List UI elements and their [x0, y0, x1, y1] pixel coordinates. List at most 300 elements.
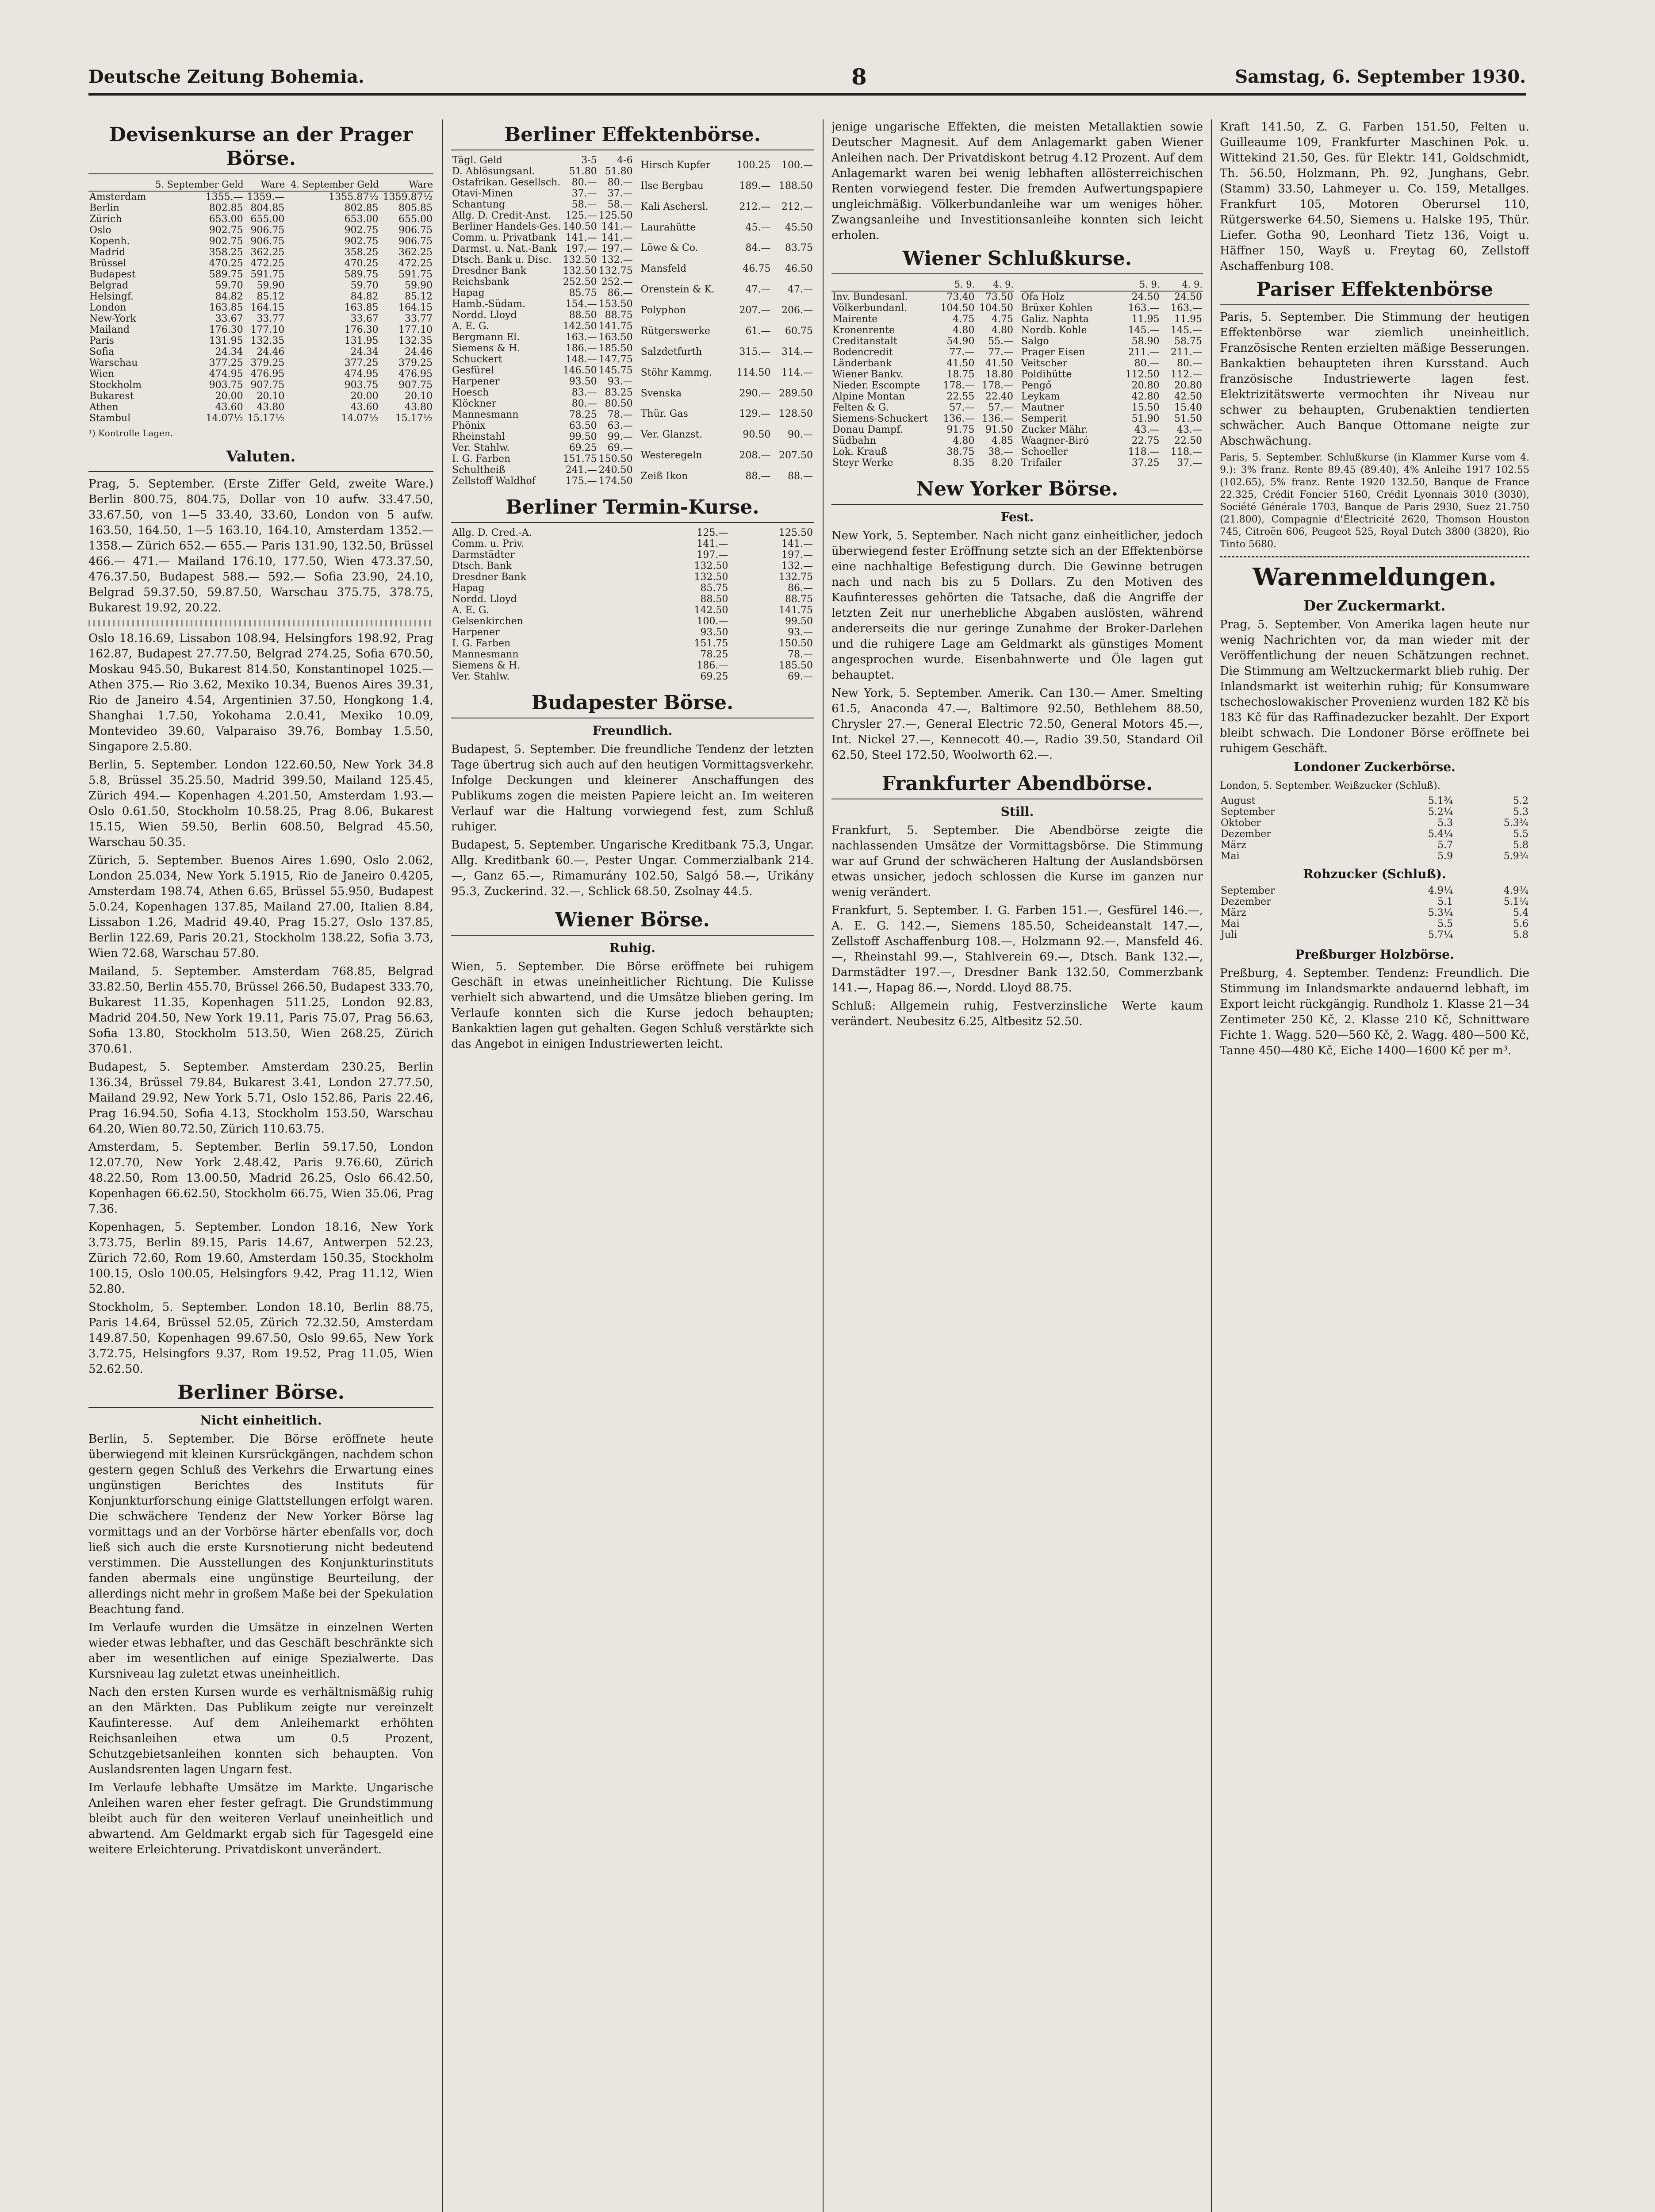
row-value: 88.50: [700, 594, 728, 605]
londoner-subtitle: London, 5. September. Weißzucker (Schluß).: [1220, 780, 1440, 791]
row-value: 146.50: [563, 365, 597, 376]
row-label: Orenstein & K.: [640, 284, 715, 296]
row-value: 33.67: [350, 313, 379, 324]
devisen-row: [88, 247, 433, 258]
row-value: 80.—: [1134, 358, 1160, 369]
row-value: 141.—: [782, 538, 813, 549]
row-value: 290.—: [739, 388, 771, 399]
row-label: September: [1221, 885, 1275, 896]
row-value: 131.95: [209, 335, 243, 346]
row-value: 88.75: [605, 310, 633, 321]
row-label: Dezember: [1221, 829, 1271, 840]
wien-schluss-row: [831, 369, 1014, 380]
wien-schluss-row: [1020, 380, 1203, 391]
effekten-row: [451, 221, 634, 232]
row-value: 4.75: [953, 314, 975, 325]
row-value: 77.—: [988, 347, 1013, 358]
row-value: 1359.—: [247, 192, 285, 203]
row-label: Schultheiß: [452, 465, 506, 476]
row-value: 118.—: [1171, 446, 1202, 457]
column-rule: [1211, 119, 1212, 2212]
devisen-row: [88, 236, 433, 247]
row-value: 5.9¾: [1503, 851, 1529, 862]
row-label: Amsterdam: [89, 192, 146, 203]
row-label: A. E. G.: [452, 321, 489, 332]
newyork-text-1: New York, 5. September. Nach nicht ganz einheitlicher, jedoch überwiegend fester Eröffnung setzte sich an der Effektenbörse eine nachhaltige Befestigung durch. Die Gewinne betrugen nach und nach bis zu 5 Dollars. Zu den Motiven des Kaufinteresses gehörten die Tatsache, daß die Angriffe der letzten Zeit nur unerhebliche Abgaben auslösten, während andererseits die nur geringe Zunahme der Broker-Darlehen und die ruhigere Lage am Geldmarkt als günstiges Moment angesprochen wurde. Eisenbahnwerte und Öle lagen gut behauptet.: [831, 529, 1203, 682]
row-label: Galiz. Naphta: [1021, 314, 1089, 325]
row-value: 802.85: [344, 203, 379, 214]
row-value: 15.40: [1174, 402, 1202, 413]
row-value: 33.77: [257, 313, 285, 324]
row-value: 212.—: [782, 201, 813, 212]
row-value: 84.—: [745, 242, 771, 254]
row-value: 4.80: [992, 325, 1013, 336]
col-header: 5. 9.: [1114, 279, 1160, 291]
row-value: 100.—: [782, 159, 813, 171]
effekten-row: [640, 383, 814, 404]
row-value: 22.50: [1174, 435, 1202, 446]
row-value: 128.50: [779, 408, 813, 420]
rohzucker-row: [1220, 918, 1529, 929]
row-value: 24.34: [215, 346, 243, 357]
row-value: 88.75: [785, 594, 813, 605]
row-value: 5.8: [1513, 840, 1529, 851]
termin-row: [451, 549, 814, 561]
row-label: Reichsbank: [452, 276, 510, 288]
effekten-row: [640, 466, 814, 487]
effekten-row: [451, 232, 634, 243]
row-value: 655.00: [250, 214, 285, 225]
row-value: 15.17½: [247, 413, 285, 424]
row-value: 132.75: [598, 265, 633, 276]
row-value: 141.75: [779, 605, 813, 616]
row-value: 379.25: [398, 357, 433, 369]
row-value: 1355.87½: [329, 192, 379, 203]
frankfurt-text-1: Frankfurt, 5. September. Die Abendbörse zeigte die nachlassenden Umsätze der Vormittagsbörse. Die Stimmung war auf Grund der schwächeren Haltung der Auslandsbörsen etwas unsicher, jedoch schlossen die Kurse im ganzen nur wenig verändert.: [831, 824, 1203, 899]
effekten-row: [451, 199, 634, 210]
effekten-row: [451, 155, 634, 166]
row-value: 14.07½: [341, 413, 379, 424]
row-value: 88.50: [569, 310, 597, 321]
auslandsboerse-paragraph: Stockholm, 5. September. London 18.10, Berlin 88.75, Paris 14.64, Brüssel 52.05, Zürich 72.32.50, Amsterdam 149.87.50, Kopenhagen 99.67.50, Oslo 99.65, New York 3.72.75, Helsingfors 9.37, Rom 19.52, Prag 11.05, Wien 52.62.50.: [88, 1301, 433, 1376]
row-value: 51.80: [569, 166, 597, 177]
row-value: 20.80: [1174, 380, 1202, 391]
row-label: Poldihütte: [1021, 369, 1072, 380]
row-value: 22.55: [946, 391, 975, 402]
row-value: 84.82: [350, 291, 379, 302]
auslandsboerse-paragraph: Amsterdam, 5. September. Berlin 59.17.50, London 12.07.70, New York 2.48.42, Paris 9.76.60, Zürich 48.22.50, Rom 13.00.50, Madrid 26.25, Oslo 66.42.50, Kopenhagen 66.62.50, Stockholm 66.75, Wien 35.06, Prag 7.36.: [88, 1141, 433, 1216]
row-label: Völkerbundanl.: [832, 303, 907, 314]
row-value: 379.25: [250, 357, 285, 369]
row-value: 362.25: [398, 247, 433, 258]
row-label: A. E. G.: [452, 605, 489, 616]
termin-row: [451, 616, 814, 627]
devisen-heading: Devisenkurse an der Prager Börse.: [88, 123, 433, 174]
row-value: 653.00: [209, 214, 243, 225]
row-label: Alpine Montan: [832, 391, 905, 402]
row-value: 5.1¼: [1503, 896, 1529, 907]
row-value: 141.—: [565, 232, 597, 243]
row-value: 38.—: [988, 446, 1013, 457]
row-value: 252.50: [563, 276, 597, 288]
row-value: 61.—: [745, 325, 771, 337]
rohzucker-row: [1220, 896, 1529, 907]
row-value: 83.—: [571, 387, 597, 398]
row-label: Ver. Stahlw.: [452, 442, 510, 453]
row-value: 24.34: [350, 346, 379, 357]
row-value: 377.25: [209, 357, 243, 369]
row-label: Salgo: [1021, 336, 1049, 347]
wien-text: Wien, 5. September. Die Börse eröffnete bei ruhigem Geschäft in etwas uneinheitlicher Richtung. Die Kulisse verhielt sich abwartend, und die Umsätze blieben gering. Im Verlaufe konnten sich die Kurse jedoch behaupten; Bankaktien lagen gut gehalten. Gegen Schluß verstärkte sich das Angebot in einigen Industriewerten leicht.: [451, 960, 814, 1051]
row-label: Allg. D. Cred.-A.: [452, 527, 532, 538]
devisen-row: [88, 313, 433, 324]
effekten-row: [451, 299, 634, 310]
row-value: 85.75: [700, 583, 728, 594]
row-value: 45.—: [745, 222, 771, 233]
row-label: Hoesch: [452, 387, 489, 398]
row-value: 43.60: [350, 402, 379, 413]
row-label: Mailand: [89, 324, 130, 335]
devisen-footnote: ¹) Kontrolle Lagen.: [88, 428, 173, 438]
row-label: Hirsch Kupfer: [640, 159, 711, 171]
row-value: 99.—: [607, 431, 633, 442]
row-value: 86.—: [607, 288, 633, 299]
row-label: Juli: [1221, 929, 1237, 941]
frankfurt-subtitle: Still.: [1000, 804, 1034, 819]
row-label: Donau Dampf.: [832, 424, 903, 435]
effekten-row: [640, 155, 814, 176]
row-value: 902.75: [209, 225, 243, 236]
devisen-row: [88, 258, 433, 269]
waren-heading: Warenmeldungen.: [1253, 563, 1497, 591]
row-label: Schantung: [452, 199, 506, 210]
row-value: 141.75: [598, 321, 633, 332]
zucker-text: Prag, 5. September. Von Amerika lagen heute nur wenig Nachrichten vor, da man wieder mit der Veröffentlichung der neuen Schätzungen rechnet. Die Stimmung am Weltzuckermarkt blieb ruhig. Der Inlandsmarkt ist weiterhin ruhig; für Konsumware tschechoslowakischer Provenienz wurden 182 Kč bis 183 Kč für das Raffinadezucker bezahlt. Der Export bleibt schwach. Die Londoner Börse eröffnete bei ruhigem Geschäft.: [1220, 618, 1529, 755]
effekten-row: [640, 217, 814, 238]
row-label: September: [1221, 806, 1275, 818]
devisen-row: [88, 402, 433, 413]
row-label: Schuckert: [452, 354, 502, 365]
berlin-paragraph: Im Verlaufe lebhafte Umsätze im Markte. Ungarische Anleihen waren eher fester gefragt. Die Grundstimmung bleibt auch für den weiteren Verlauf uneinheitlich und abwartend. Am Geldmarkt ergab sich für Tagesgeld eine weitere Erleichterung. Privatdiskont unverändert.: [88, 1781, 433, 1856]
auslandsboerse-paragraph: Mailand, 5. September. Amsterdam 768.85, Belgrad 33.82.50, Berlin 455.70, Brüssel 266.50, Budapest 333.70, Bukarest 11.35, Kopenhagen 511.25, London 92.83, Madrid 204.50, New York 19.11, Paris 75.07, Prag 56.63, Sofia 13.80, Stockholm 513.50, Wien 268.25, Zürich 370.61.: [88, 965, 433, 1056]
row-value: 58.—: [607, 199, 633, 210]
termin-row: [451, 572, 814, 583]
row-value: 4.75: [992, 314, 1013, 325]
row-value: 142.50: [563, 321, 597, 332]
effekten-row: [451, 442, 634, 453]
ornamental-rule: [88, 620, 433, 626]
row-value: 148.—: [565, 354, 597, 365]
row-value: 80.—: [571, 177, 597, 188]
effekten-row: [451, 188, 634, 199]
row-value: 211.—: [1171, 347, 1202, 358]
row-label: Berliner Handels-Ges.: [452, 221, 561, 232]
row-label: Hapag: [452, 583, 485, 594]
row-label: Comm. u. Privatbank: [452, 232, 556, 243]
row-label: Felten & G.: [832, 402, 889, 413]
row-value: 132.35: [250, 335, 285, 346]
row-value: 4.9¼: [1428, 885, 1453, 896]
row-label: Helsingf.: [89, 291, 134, 302]
row-value: 114.50: [736, 367, 771, 378]
devisen-row: [88, 302, 433, 313]
row-label: Ver. Glanzst.: [640, 429, 703, 441]
row-value: 8.20: [992, 457, 1013, 469]
row-value: 150.50: [779, 638, 813, 649]
devisen-row: [88, 225, 433, 236]
valuten-text: Prag, 5. September. (Erste Ziffer Geld, zweite Ware.) Berlin 800.75, 804.75, Dollar von 10 aufw. 33.47.50, 33.67.50, von 1—5 33.40, 33.60, London von 5 aufw. 163.50, 164.50, 1—5 163.10, 164.10, Amsterdam 1352.— 1358.— Zürich 652.— 655.— Paris 131.90, 132.50, Brüssel 466.— 471.— Mailand 176.10, 177.50, Wien 473.37.50, 476.37.50, Budapest 588.— 592.— Sofia 23.90, 24.10, Belgrad 59.37.50, 59.87.50, Warschau 375.75, 378.75, Bukarest 19.92, 20.22.: [88, 477, 433, 614]
termin-table: [451, 527, 814, 682]
row-value: 78.25: [700, 649, 728, 660]
termin-row: [451, 627, 814, 638]
effekten-row: [640, 258, 814, 279]
effekten-row: [451, 365, 634, 376]
effekten-row: [640, 362, 814, 383]
row-value: 5.3¼: [1428, 907, 1453, 918]
auslandsboerse-paragraph: Berlin, 5. September. London 122.60.50, New York 34.8 5.8, Brüssel 35.25.50, Madrid 399.50, Mailand 125.45, Zürich 494.— Kopenhagen 4.201.50, Amsterdam 1.93.— Oslo 0.61.50, Stockholm 10.58.25, Prag 8.06, Bukarest 15.15, Wien 59.50, Berlin 608.50, Belgrad 45.50, Warschau 50.35.: [88, 758, 433, 849]
row-value: 145.—: [1128, 325, 1160, 336]
row-value: 20.10: [257, 391, 285, 402]
row-label: Salzdetfurth: [640, 346, 702, 357]
row-value: 37.—: [1177, 457, 1202, 469]
wien-schluss-left: [831, 279, 1014, 469]
row-value: 154.—: [565, 299, 597, 310]
termin-row: [451, 594, 814, 605]
row-label: Waagner-Biró: [1021, 435, 1089, 446]
row-label: Dtsch. Bank: [452, 561, 512, 572]
row-value: 147.75: [598, 354, 633, 365]
termin-row: [451, 660, 814, 671]
rohzucker-row: [1220, 929, 1529, 941]
effekten-row: [451, 398, 634, 409]
effekten-row: [451, 476, 634, 487]
devisen-row: [88, 291, 433, 302]
row-value: 802.85: [209, 203, 243, 214]
row-label: Creditanstalt: [832, 336, 897, 347]
row-value: 80.—: [571, 398, 597, 409]
row-value: 5.3¾: [1503, 818, 1529, 829]
row-value: 132.50: [694, 561, 728, 572]
row-label: Bergmann El.: [452, 332, 520, 343]
row-value: 58.75: [1174, 336, 1202, 347]
col-header: Ware: [379, 179, 433, 191]
wien-schluss-row: [831, 402, 1014, 413]
devisen-row: [88, 391, 433, 402]
row-value: 655.00: [398, 214, 433, 225]
wien-schluss-row: [1020, 314, 1203, 325]
row-label: Semperit: [1021, 413, 1067, 424]
row-value: 476.95: [398, 369, 433, 380]
wien-schluss-row: [831, 336, 1014, 347]
row-label: Inv. Bundesanl.: [832, 292, 908, 303]
row-value: 4.85: [992, 435, 1013, 446]
row-label: Sofia: [89, 346, 115, 357]
row-value: 197.—: [565, 243, 597, 254]
wien-schluss-row: [1020, 402, 1203, 413]
wien-schluss-row: [831, 413, 1014, 424]
row-label: Harpener: [452, 627, 500, 638]
wien-schluss-row: [831, 303, 1014, 314]
wien-schluss-row: [831, 380, 1014, 391]
row-value: 241.—: [565, 465, 597, 476]
frankfurt-text-3: Schluß: Allgemein ruhig, Festverzinsliche Werte kaum verändert. Neubesitz 6.25, Altbesitz 52.50.: [831, 999, 1203, 1028]
row-label: Mai: [1221, 918, 1240, 929]
row-label: Hamb.-Südam.: [452, 299, 525, 310]
budapest-text-1: Budapest, 5. September. Die freundliche Tendenz der letzten Tage übertrug sich auch auf den heutigen Vormittagsverkehr. Infolge Deckungen und kleinerer Anschaffungen des Publikums zogen die meisten Papiere leicht an. Im weiteren Verlauf war die Haltung vorwiegend fest, zum Schluß ruhiger.: [451, 743, 814, 833]
auslandsboerse-paragraph: Zürich, 5. September. Buenos Aires 1.690, Oslo 2.062, London 25.034, New York 5.1915, Rio de Janeiro 0.4205, Amsterdam 198.74, Athen 6.65, Brüssel 55.950, Budapest 5.0.24, Kopenhagen 137.85, Mailand 27.00, Italien 8.84, Lissabon 1.26, Madrid 49.40, Prag 15.27, Oslo 137.85, Berlin 122.69, Paris 20.21, Stockholm 138.22, Sofia 3.73, Wien 72.68, Warschau 57.80.: [88, 854, 433, 960]
row-value: 93.—: [607, 376, 633, 387]
row-value: 175.—: [565, 476, 597, 487]
row-value: 69.—: [607, 442, 633, 453]
wien-schluss-row: [831, 325, 1014, 336]
row-value: 591.75: [398, 269, 433, 280]
row-value: 207.—: [739, 305, 771, 316]
row-label: Harpener: [452, 376, 500, 387]
row-value: 18.75: [946, 369, 975, 380]
row-label: I. G. Farben: [452, 453, 511, 465]
row-label: Phönix: [452, 420, 486, 431]
paris-text-1: Paris, 5. September. Die Stimmung der heutigen Effektenbörse war ziemlich uneinheitlich. Französische Renten erzielten mäßige Besserungen. Bankaktien behaupteten ihren Kursstand. Auch französische Industriewerte lagen fest. Elektrizitätswerte vermochten ihr Niveau nur schwer zu behaupten, Grubenaktien tendierten schwächer. Auch Banque Ottomane neigte zur Abschwächung.: [1220, 311, 1529, 448]
row-value: 69.—: [788, 671, 813, 682]
row-value: 145.—: [1171, 325, 1202, 336]
row-label: Westeregeln: [640, 450, 702, 461]
wien-schluss-row: [831, 457, 1014, 469]
wien-schluss-row: [831, 347, 1014, 358]
termin-row: [451, 671, 814, 682]
row-value: 20.10: [405, 391, 433, 402]
row-value: 164.15: [398, 302, 433, 313]
effekten-row: [451, 431, 634, 442]
column-1: [88, 119, 433, 2212]
row-value: 59.70: [350, 280, 379, 291]
row-value: 90.50: [743, 429, 771, 441]
row-value: 197.—: [697, 549, 728, 561]
row-value: 69.25: [700, 671, 728, 682]
devisen-row: [88, 269, 433, 280]
wien-schluss-tables: [831, 279, 1203, 469]
row-value: 24.46: [405, 346, 433, 357]
londoner-row: [1220, 818, 1529, 829]
row-value: 132.—: [782, 561, 813, 572]
row-label: D. Ablösungsanl.: [452, 166, 535, 177]
row-label: Mai: [1221, 851, 1240, 862]
row-label: Gelsenkirchen: [452, 616, 523, 627]
row-label: Nordd. Lloyd: [452, 594, 517, 605]
effekten-row: [640, 300, 814, 321]
column-rule: [823, 119, 824, 2212]
row-value: 212.—: [739, 201, 771, 212]
row-label: August: [1221, 795, 1256, 806]
row-value: 5.4¼: [1428, 829, 1453, 840]
row-value: 141.—: [697, 538, 728, 549]
row-label: Gesfürel: [452, 365, 494, 376]
row-value: 163.—: [1171, 303, 1202, 314]
row-value: 240.50: [598, 465, 633, 476]
row-value: 46.50: [785, 263, 813, 275]
running-head: [88, 66, 1526, 96]
row-value: 589.75: [209, 269, 243, 280]
row-value: 5.3: [1437, 818, 1453, 829]
row-value: 163.85: [344, 302, 379, 313]
row-value: 5.2: [1513, 795, 1529, 806]
effekten-row: [640, 321, 814, 342]
termin-row: [451, 638, 814, 649]
londoner-row: [1220, 795, 1529, 806]
wien-schluss-row: [831, 314, 1014, 325]
row-value: 59.90: [257, 280, 285, 291]
row-value: 78.—: [788, 649, 813, 660]
row-value: 8.35: [953, 457, 975, 469]
effekten-row: [451, 465, 634, 476]
row-value: 163.85: [209, 302, 243, 313]
effekten-row: [451, 254, 634, 265]
row-value: 43.60: [215, 402, 243, 413]
row-label: Klöckner: [452, 398, 497, 409]
auslandsboerse-paragraph: Oslo 18.16.69, Lissabon 108.94, Helsingfors 198.92, Prag 162.87, Budapest 27.77.50, Belgrad 274.25, Sofia 670.50, Moskau 945.50, Bukarest 814.50, Konstantinopel 1025.— Athen 375.— Rio 3.62, Mexiko 10.34, Buenos Aires 39.31, Rio de Janeiro 4.54, Argentinien 37.50, Hongkong 1.4, Shanghai 1.7.50, Yokohama 2.0.41, Mexiko 10.09, Montevideo 39.60, Valparaiso 39.76, Bombay 1.5.50, Singapore 2.5.80.: [88, 632, 433, 753]
row-value: 73.40: [946, 292, 975, 303]
effekten-row: [640, 342, 814, 362]
row-value: 315.—: [739, 346, 771, 357]
row-value: 41.50: [946, 358, 975, 369]
row-label: Leykam: [1021, 391, 1060, 402]
row-value: 58.90: [1131, 336, 1160, 347]
row-value: 33.67: [215, 313, 243, 324]
page-number: 8: [851, 64, 867, 90]
row-value: 18.80: [985, 369, 1013, 380]
row-label: Thür. Gas: [640, 408, 688, 420]
row-value: 80.50: [605, 398, 633, 409]
row-label: Wien: [89, 369, 115, 380]
row-label: Rheinstahl: [452, 431, 505, 442]
wien-schluss-row: [1020, 413, 1203, 424]
londoner-heading: Londoner Zuckerbörse.: [1294, 760, 1456, 774]
row-label: Madrid: [89, 247, 126, 258]
row-value: 902.75: [209, 236, 243, 247]
row-value: 54.90: [946, 336, 975, 347]
market-text: jenige ungarische Effekten, die meisten Metallaktien sowie Deutscher Magnesit. Auf dem Anlagemarkt gaben Wiener Anleihen nach. Der Privatdiskont betrug 4.12 Prozent. Auf dem Anlagemarkt waren bei wenig lebhaften allösterreichischen Renten vorwiegend fester. Die fremden Aufwertungspapiere ungleichmäßig. Völkerbundanleihe war um weniges höher. Zwangsanleihe und Investitionsanleihe konnten sich leicht erholen.: [831, 120, 1203, 242]
newyork-heading: New Yorker Börse.: [831, 477, 1203, 505]
row-value: 653.00: [344, 214, 379, 225]
row-value: 4.80: [953, 325, 975, 336]
row-value: 43.80: [257, 402, 285, 413]
row-value: 88.—: [788, 471, 813, 482]
row-label: Siemens-Schuckert: [832, 413, 928, 424]
londoner-row: [1220, 851, 1529, 862]
wien-schluss-row: [1020, 457, 1203, 469]
row-value: 252.—: [601, 276, 633, 288]
effekten-row: [451, 332, 634, 343]
wien-schluss-row: [1020, 369, 1203, 380]
londoner-row: [1220, 840, 1529, 851]
row-value: 85.75: [569, 288, 597, 299]
wien-schluss-row: [1020, 358, 1203, 369]
row-value: 60.75: [785, 325, 813, 337]
wien-schluss-row: [831, 446, 1014, 457]
row-value: 86.—: [788, 583, 813, 594]
row-value: 805.85: [398, 203, 433, 214]
termin-row: [451, 538, 814, 549]
row-value: 93.50: [700, 627, 728, 638]
row-value: 5.7: [1437, 840, 1453, 851]
wien-schluss-row: [1020, 336, 1203, 347]
pressburg-text: Preßburg, 4. September. Tendenz: Freundlich. Die Stimmung im Inlandsmarkte andauernd lebhaft, im Export leicht rückgängig. Rundholz 1. Klasse 21—34 Zentimeter 250 Kč, 2. Klasse 210 Kč, Schnittware Fichte 1. Wagg. 520—560 Kč, 2. Wagg. 480—500 Kč, Tanne 450—480 Kč, Eiche 1400—1600 Kč per m³.: [1220, 967, 1529, 1057]
row-label: Ostafrikan. Gesellsch.: [452, 177, 561, 188]
row-value: 136.—: [982, 413, 1013, 424]
row-value: 11.95: [1174, 314, 1202, 325]
wien-schluss-right: [1020, 279, 1203, 469]
row-value: 4.9¾: [1503, 885, 1529, 896]
row-value: 57.—: [988, 402, 1013, 413]
